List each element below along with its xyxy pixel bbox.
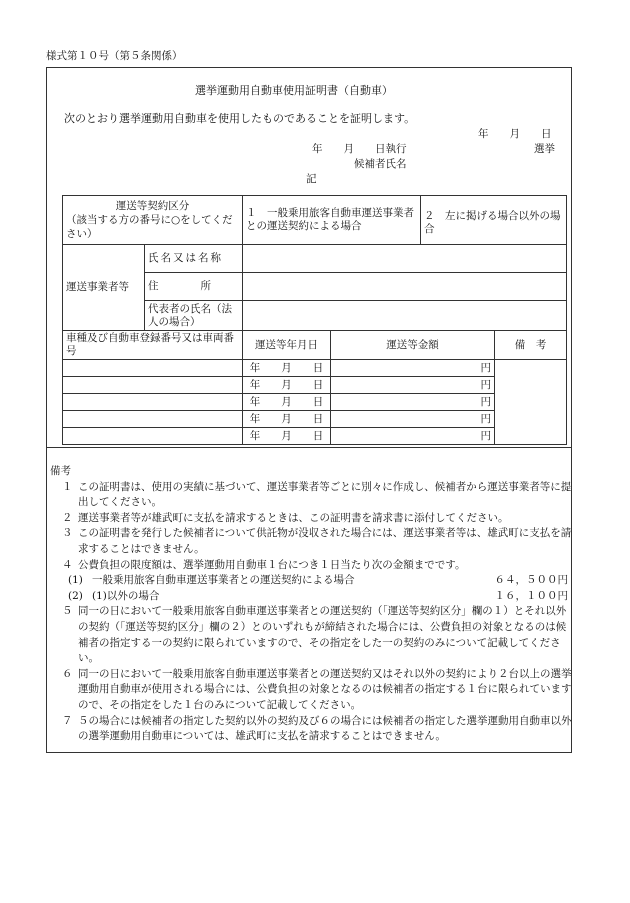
remarks-header: 備 考 <box>495 331 567 360</box>
vehicle-cell[interactable] <box>63 411 243 428</box>
table-row <box>63 394 567 411</box>
vehicle-cell[interactable] <box>63 394 243 411</box>
note-item: １ この証明書は、使用の実績に基づいて、運送事業者等ごとに別々に作成し、候補者から運送事業者等に提出してください。 <box>62 480 572 509</box>
note-item: ６ 同一の日において一般乗用旅客自動車運送事業者との運送契約又はそれ以外の契約により２台以上の選挙運動用自動車が使用される場合には、公費負担の対象となるのは候補者の指定する１台に限られていますので、その指定をした１台のみについて記載してください。 <box>62 667 572 711</box>
candidate-name-label: 候補者氏名 <box>354 158 407 170</box>
amount-cell[interactable]: 円 <box>331 411 495 428</box>
table-row <box>63 411 567 428</box>
vehicle-cell[interactable] <box>63 377 243 394</box>
contract-option-1[interactable]: １ 一般乗用旅客自動車運送事業者との運送契約による場合 <box>243 196 421 245</box>
date-cell[interactable]: 年 月 日 <box>243 360 331 377</box>
address-label: 住 所 <box>145 273 243 301</box>
vehicle-cell[interactable] <box>63 428 243 445</box>
subnote-item: (1) 一般乗用旅客自動車運送事業者との運送契約による場合 ６４，５００円 <box>68 574 568 587</box>
remarks-cell[interactable] <box>495 360 567 445</box>
amount-cell[interactable]: 円 <box>331 377 495 394</box>
intro-text: 次のとおり選挙運動用自動車を使用したものであることを証明します。 <box>64 112 416 125</box>
carrier-label: 運送事業者等 <box>63 245 145 331</box>
representative-field[interactable] <box>243 301 567 331</box>
name-label: 氏名又は名称 <box>145 245 243 273</box>
notes-section <box>52 464 572 745</box>
document-title: 選挙運動用自動車使用証明書（自動車） <box>195 84 393 97</box>
contract-option-2[interactable]: ２ 左に掲げる場合以外の場合 <box>421 196 567 245</box>
table-row <box>63 360 567 377</box>
representative-label: 代表者の氏名（法人の場合） <box>145 301 243 331</box>
date-header: 運送等年月日 <box>243 331 331 360</box>
notes-title: 備考 <box>50 465 71 477</box>
note-item: ４ 公費負担の限度額は、選挙運動用自動車１台につき１日当たり次の金額までです。 <box>62 558 466 571</box>
name-field[interactable] <box>243 245 567 273</box>
election-suffix: 選挙 <box>534 143 555 155</box>
date-line: 年 月 日 <box>478 128 552 140</box>
contract-type-header: 運送等契約区分 （該当する方の番号に○をしてください） <box>63 196 243 245</box>
ki-label: 記 <box>306 173 317 185</box>
subnote-item: (2) (1)以外の場合 １６，１００円 <box>68 589 568 602</box>
date-cell[interactable]: 年 月 日 <box>243 428 331 445</box>
date-cell[interactable]: 年 月 日 <box>243 394 331 411</box>
amount-cell[interactable]: 円 <box>331 428 495 445</box>
section-divider <box>46 447 572 448</box>
date-cell[interactable]: 年 月 日 <box>243 377 331 394</box>
date-cell[interactable]: 年 月 日 <box>243 411 331 428</box>
note-item: ７ ５の場合には候補者の指定した契約以外の契約及び６の場合には候補者の指定した選挙運動用自動車以外の選挙運動用自動車については、雄武町に支払を請求することはできません。 <box>62 714 572 743</box>
amount-cell[interactable]: 円 <box>331 394 495 411</box>
vehicle-cell[interactable] <box>63 360 243 377</box>
address-field[interactable] <box>243 273 567 301</box>
note-item: ３ この証明書を発行した候補者について供託物が没収された場合には、運送事業者等は、雄武町に支払を請求することはできません。 <box>62 527 572 555</box>
usage-table <box>62 195 567 445</box>
amount-header: 運送等金額 <box>331 331 495 360</box>
note-item: ２ 運送事業者等が雄武町に支払を請求するときは、この証明書を請求書に添付してください。 <box>62 511 509 524</box>
table-row <box>63 377 567 394</box>
vehicle-header: 車種及び自動車登録番号又は車両番号 <box>63 331 243 360</box>
note-item: ５ 同一の日において一般乗用旅客自動車運送事業者との運送契約（「運送等契約区分」欄の１）とそれ以外の契約（「運送等契約区分」欄の２）とのいずれもが締結された場合には、公費負担の対象となるのは候補者の指定する一の契約に限られていますので、その指定をした一の契約のみについて記載してください。 <box>62 605 567 665</box>
amount-cell[interactable]: 円 <box>331 360 495 377</box>
election-date-line: 年 月 日執行 <box>312 143 407 155</box>
table-row <box>63 428 567 445</box>
form-number: 様式第１０号（第５条関係） <box>46 50 183 62</box>
